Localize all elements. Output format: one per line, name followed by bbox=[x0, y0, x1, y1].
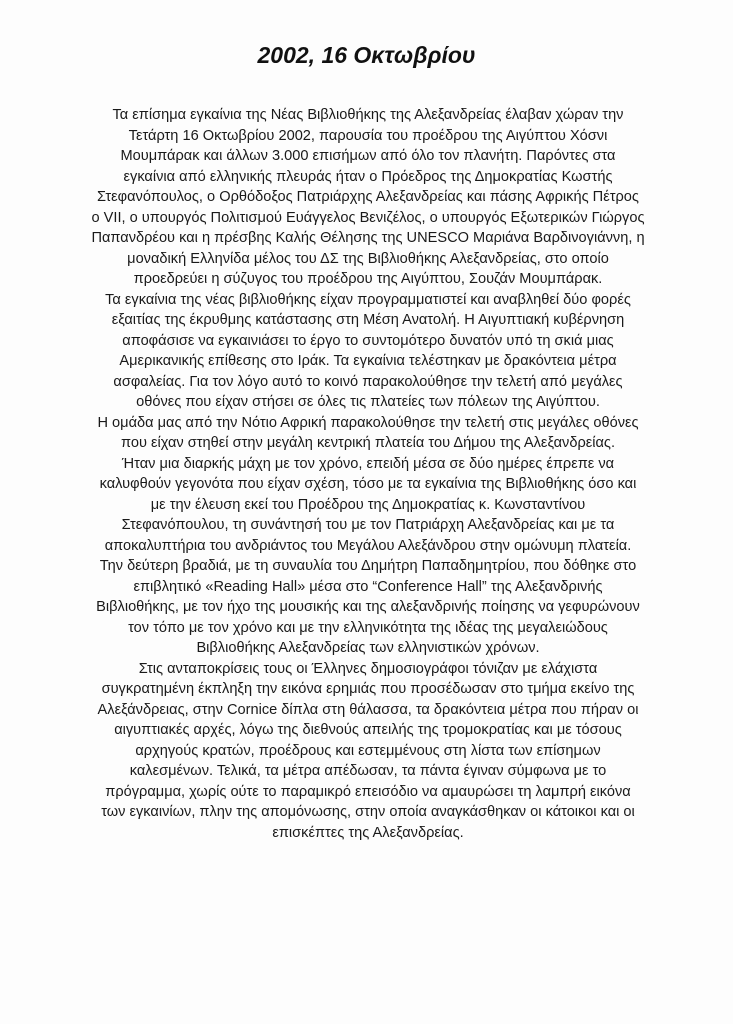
text-line: αιγυπτιακές αρχές, λόγω της διεθνούς απειλής της τρομοκρατίας και με τόσους bbox=[114, 722, 622, 738]
text-line: τον τόπο με τον χρόνο και με την ελληνικότητα της ιδέας της μεγαλειώδους bbox=[128, 619, 608, 636]
text-line: συγκρατημένη έκπληξη την εικόνα ερημιάς που προσέδωσαν στο τμήμα εκείνο της bbox=[101, 681, 635, 697]
text-line: αποκαλυπτήρια του ανδριάντος του Μεγάλου Αλεξάνδρου στην ομώνυμη πλατεία. bbox=[104, 537, 632, 554]
text-line: προεδρεύει η σύζυγος του προέδρου της Αιγύπτου, Σουζάν Μουμπάρακ. bbox=[133, 271, 603, 287]
text-line: επιβλητικό «Reading Hall» μέσα στο “Conference Hall” της Αλεξανδρινής bbox=[133, 578, 603, 595]
text-line: των εγκαινίων, πλην της απομόνωσης, στην οποία αναγκάσθηκαν οι κάτοικοι και οι bbox=[101, 804, 635, 820]
text-line: Την δεύτερη βραδιά, με τη συναυλία του Δημήτρη Παπαδημητρίου, που δόθηκε στο bbox=[99, 558, 637, 574]
text-line: αρχηγούς κρατών, προέδρους και εστεμμένους στη λίστα των επίσημων bbox=[135, 742, 601, 759]
text-line: αποφάσισε να εγκαινιάσει το έργο το συντομότερο δυνατόν υπό τη σκιά μιας bbox=[122, 332, 614, 349]
page-title: 2002, 16 Οκτωβρίου bbox=[257, 42, 476, 68]
text-line: μοναδική Ελληνίδα μέλος του ΔΣ της Βιβλιοθήκης Αλεξανδρείας, στο οποίο bbox=[127, 250, 609, 267]
text-line: καλεσμένων. Τελικά, τα μέτρα απέδωσαν, τα πάντα έγιναν σύμφωνα με το bbox=[129, 763, 607, 779]
text-line: Στις ανταποκρίσεις τους οι Έλληνες δημοσιογράφοι τόνιζαν με ελάχιστα bbox=[138, 660, 598, 677]
text-line: Μουμπάρακ και άλλων 3.000 επισήμων από όλο τον πλανήτη. Παρόντες στα bbox=[120, 148, 616, 164]
text-line: καλυφθούν γεγονότα που είχαν σχέση, τόσο με τα εγκαίνια της Βιβλιοθήκης όσο και bbox=[99, 476, 637, 492]
text-line: οθόνες που είχαν στήσει σε όλες τις πλατείες των πόλεων της Αιγύπτου. bbox=[136, 394, 600, 410]
text-line: Τα εγκαίνια της νέας βιβλιοθήκης είχαν προγραμματιστεί και αναβληθεί δύο φορές bbox=[105, 291, 631, 308]
text-line: Παπανδρέου και η πρέσβης Καλής Θέλησης της UNESCO Μαριάνα Βαρδινογιάννη, η bbox=[91, 230, 645, 246]
document-body bbox=[22, 105, 714, 843]
text-line: ο VII, ο υπουργός Πολιτισμού Ευάγγελος Βενιζέλος, ο υπουργός Εξωτερικών Γιώργος bbox=[91, 209, 645, 226]
text-line: Αλεξάνδρειας, στην Cornice δίπλα στη θάλασσα, τα δρακόντεια μέτρα που πήραν οι bbox=[97, 701, 639, 718]
text-line: Αμερικανικής επίθεσης στο Ιράκ. Τα εγκαίνια τελέστηκαν με δρακόντεια μέτρα bbox=[119, 353, 617, 369]
text-line: Ήταν μια διαρκής μάχη με τον χρόνο, επειδή μέσα σε δύο ημέρες έπρεπε να bbox=[121, 455, 615, 472]
text-line: Τετάρτη 16 Οκτωβρίου 2002, παρουσία του προέδρου της Αιγύπτου Χόσνι bbox=[128, 127, 608, 144]
text-line: Στεφανόπουλου, τη συνάντησή του με τον Πατριάρχη Αλεξανδρείας και με τα bbox=[121, 517, 615, 533]
text-line: εγκαίνια από ελληνικής πλευράς ήταν ο Πρόεδρος της Δημοκρατίας Κωστής bbox=[123, 168, 613, 185]
text-line: Βιβλιοθήκης Αλεξανδρείας των ελληνιστικών χρόνων. bbox=[196, 640, 540, 656]
text-line: Τα επίσημα εγκαίνια της Νέας Βιβλιοθήκης της Αλεξανδρείας έλαβαν χώραν την bbox=[112, 107, 624, 123]
text-line: επισκέπτες της Αλεξανδρείας. bbox=[272, 824, 464, 841]
text-line: ασφαλείας. Για τον λόγο αυτό το κοινό παρακολούθησε την τελετή από μεγάλες bbox=[113, 373, 623, 390]
text-line: που είχαν στηθεί στην μεγάλη κεντρική πλατεία του Δήμου της Αλεξανδρείας. bbox=[120, 435, 616, 451]
text-line: Βιβλιοθήκης, με τον ήχο της μουσικής και της αλεξανδρινής ποίησης να γεφυρώνουν bbox=[96, 599, 640, 615]
text-line: πρόγραμμα, χωρίς ούτε το παραμικρό επεισόδιο να αμαυρώσει τη λαμπρή εικόνα bbox=[105, 783, 631, 800]
text-line: Στεφανόπουλος, ο Ορθόδοξος Πατριάρχης Αλεξανδρείας και πάσης Αφρικής Πέτρος bbox=[97, 189, 639, 205]
text-line: με την έλευση εκεί του Προέδρου της Δημοκρατίας κ. Κωνσταντίνου bbox=[150, 496, 586, 513]
text-line: εξαιτίας της έκρυθμης κατάστασης στη Μέση Ανατολή. Η Αιγυπτιακή κυβέρνηση bbox=[111, 312, 625, 328]
text-line: Η ομάδα μας από την Νότιο Αφρική παρακολούθησε την τελετή στις μεγάλες οθόνες bbox=[97, 414, 639, 431]
